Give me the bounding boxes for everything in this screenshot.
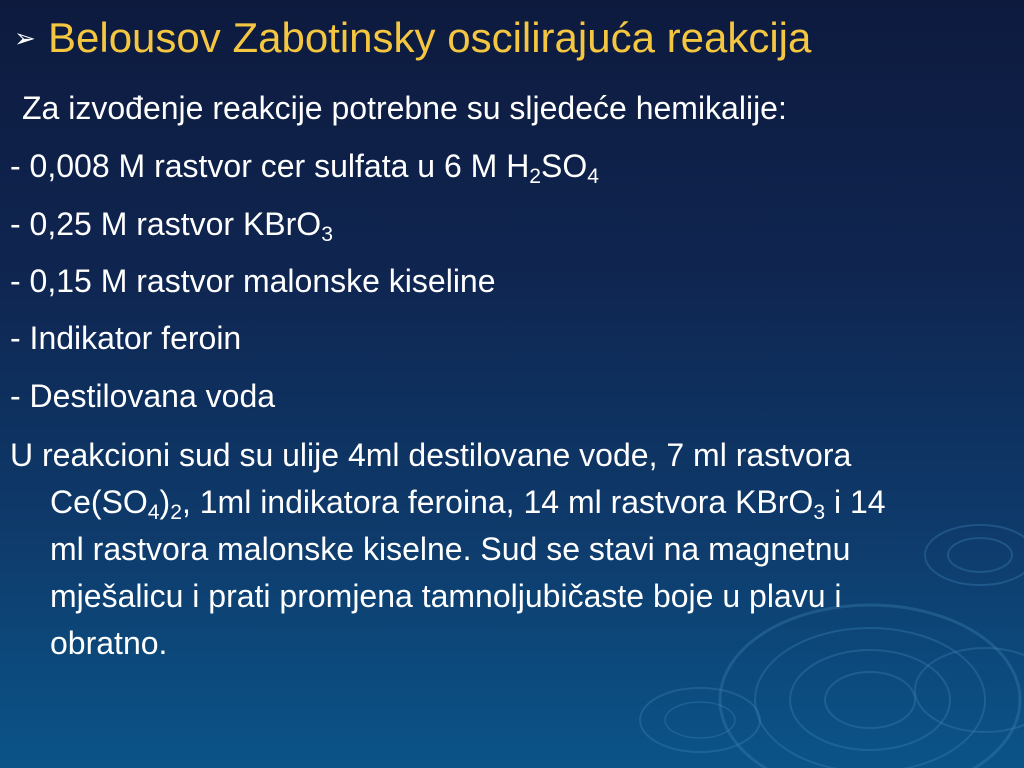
chemical-item-2: - 0,25 M rastvor KBrO$_3$ [10,206,333,246]
slide-title: Belousov Zabotinsky oscilirajuća reakcija [48,14,812,61]
procedure-line-5: obratno. [50,625,168,661]
slide-title-row [14,8,811,68]
procedure-line-2: $Ce(SO_4)_2$, 1ml indikatora feroina, 14 ml rastvora KBrO$_3$ i 14 [50,484,886,524]
procedure-line-3: ml rastvora malonske kiselne. Sud se stavi na magnetnu [50,531,851,567]
procedure-paragraph [10,432,1000,667]
chemical-item-1: - 0,008 M rastvor cer sulfata u 6 M $H_2SO_4$ [10,148,600,188]
intro-text: Za izvođenje reakcije potrebne su sljedeće hemikalije: [22,90,787,126]
chemical-item-5: - Destilovana voda [10,378,276,414]
procedure-line-4: mješalicu i prati promjena tamnoljubičaste boje u plavu i [50,578,842,614]
chemical-item-4: - Indikator feroin [10,320,242,356]
procedure-line-1: U reakcioni sud su ulije 4ml destilovane vode, 7 ml rastvora [10,437,852,473]
chemical-item-3: - 0,15 M rastvor malonske kiseline [10,263,496,299]
arrow-bullet-icon: ➢ [14,23,36,53]
